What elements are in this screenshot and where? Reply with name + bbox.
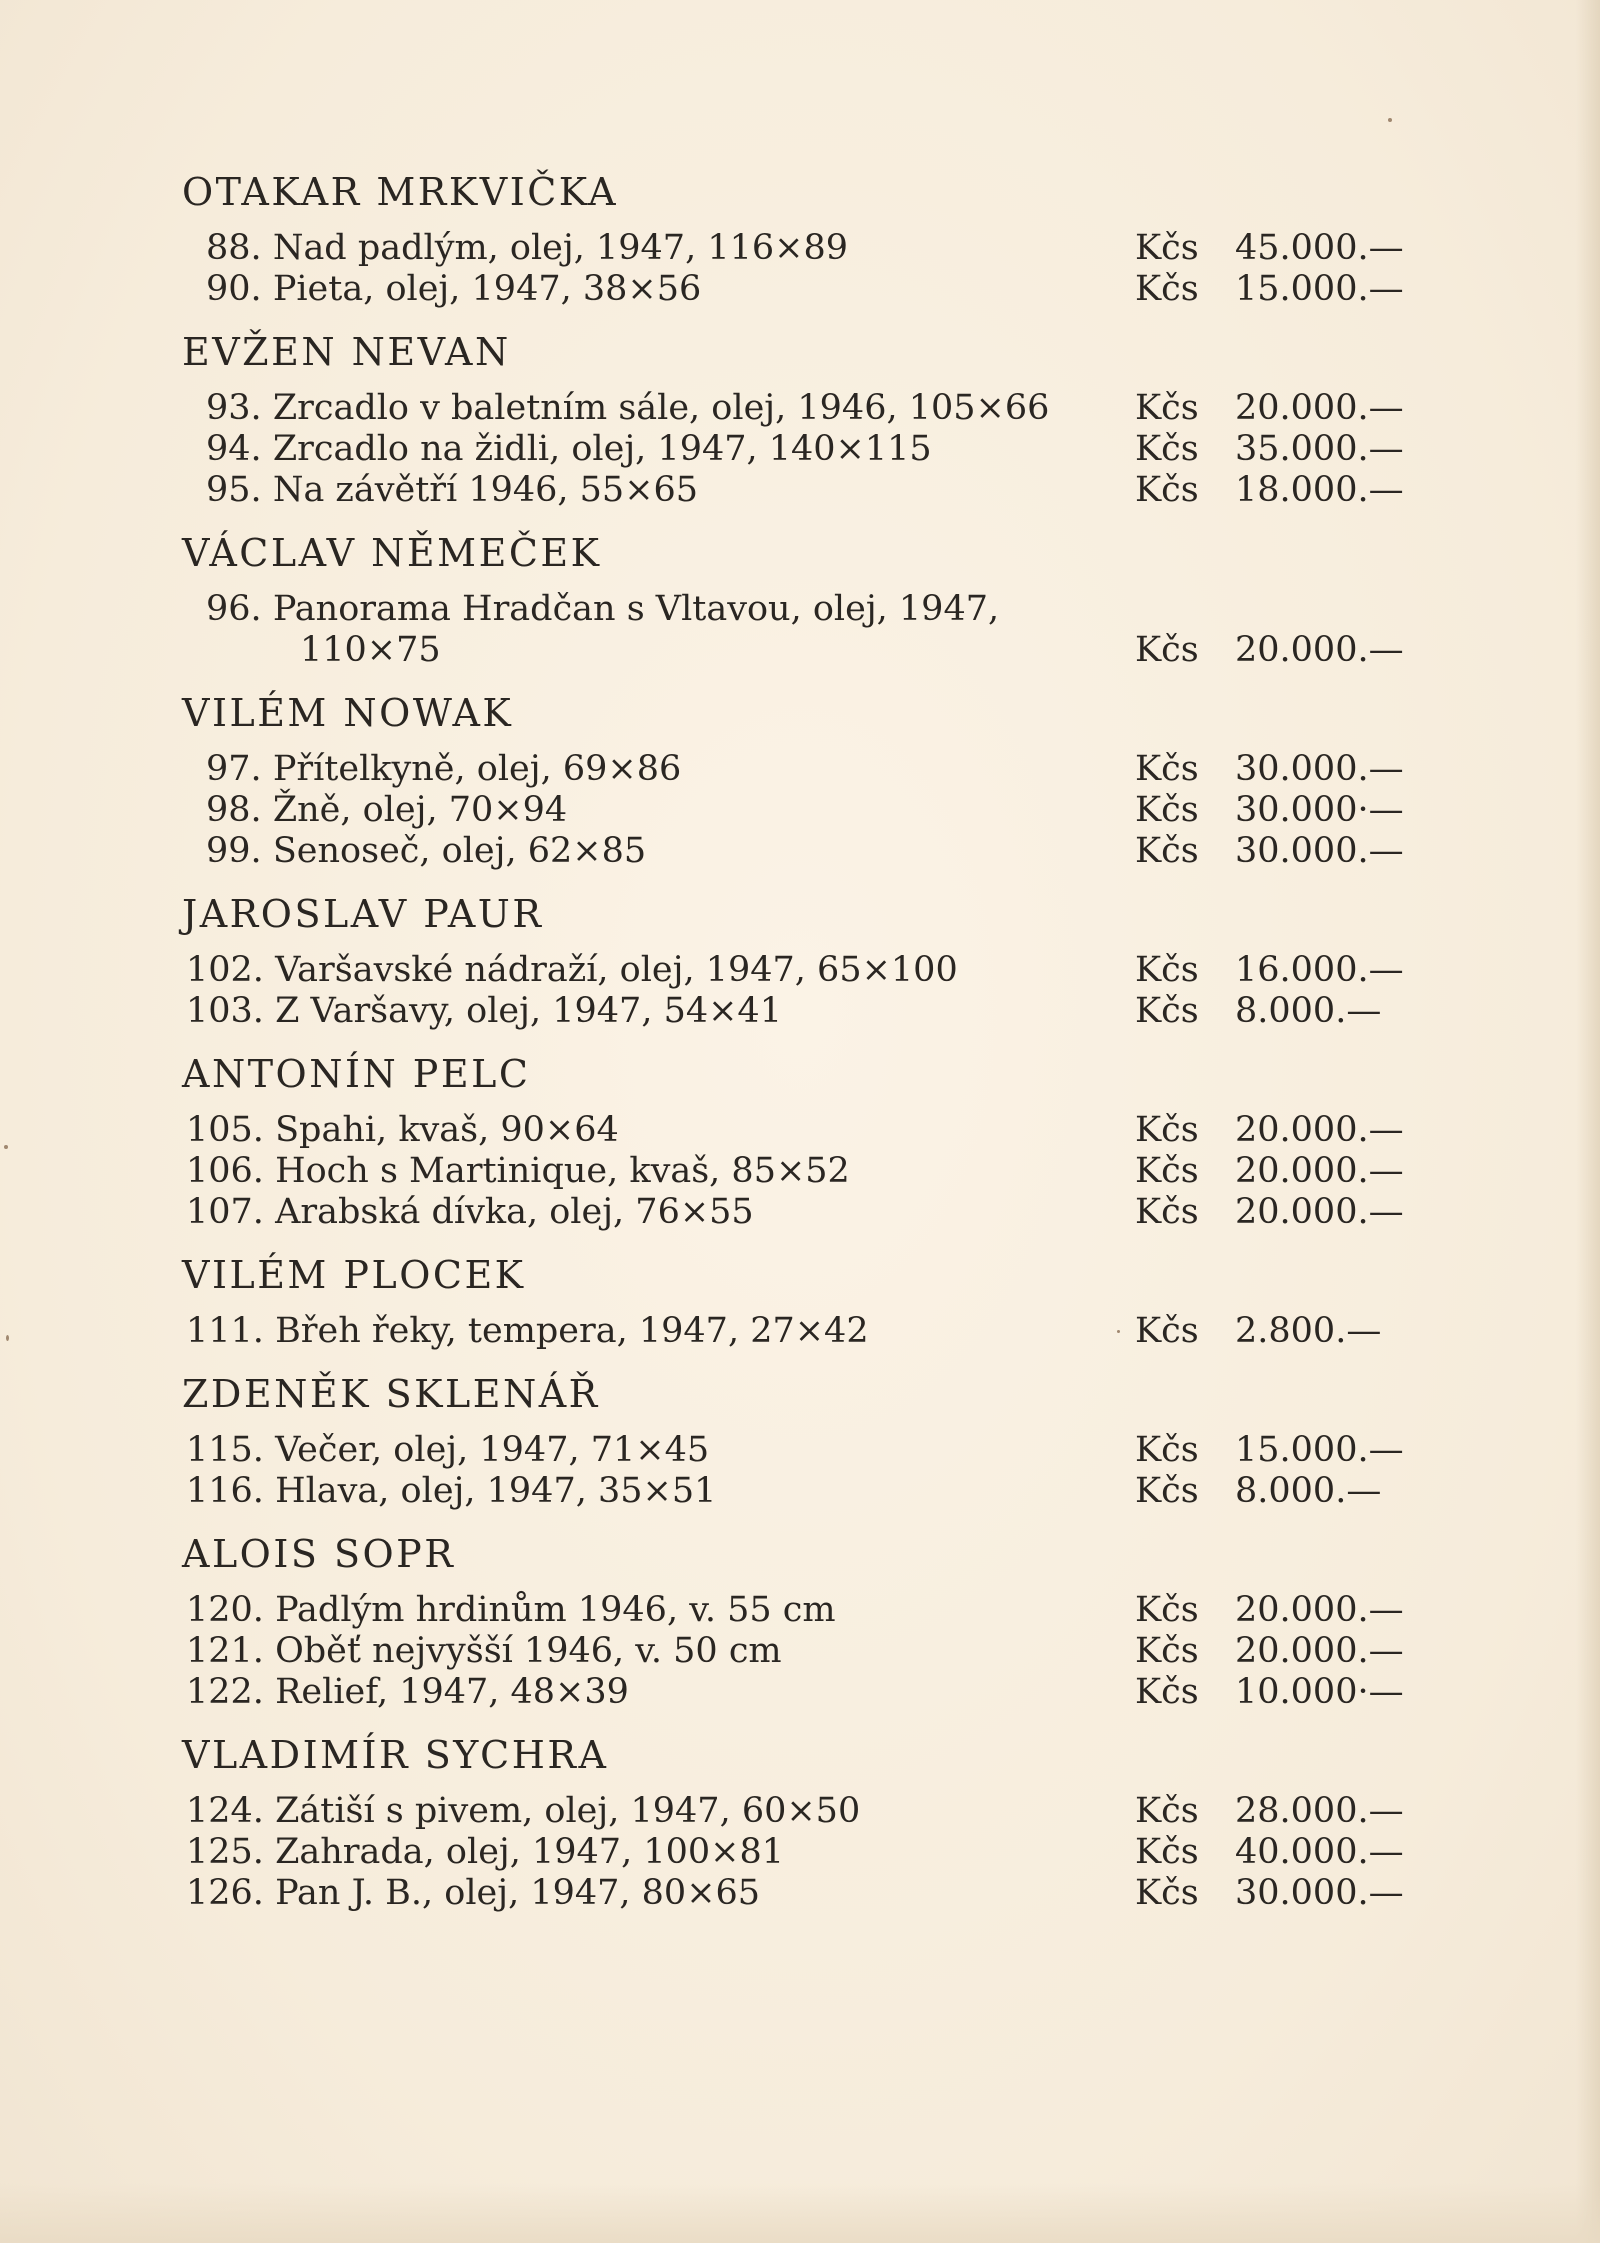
entry-title: Arabská dívka, olej, 76×55 (275, 1192, 754, 1232)
catalog-entry (180, 1471, 1410, 1512)
catalog-entry (180, 470, 1410, 511)
currency-label: Kčs (1135, 831, 1199, 871)
currency-label: Kčs (1135, 1590, 1199, 1630)
catalog-entry (180, 991, 1410, 1032)
price-value: 20.000.— (1235, 1631, 1404, 1671)
artist-section (180, 328, 1410, 511)
entry-number: 94. (206, 429, 262, 469)
entry-description (180, 1151, 1135, 1192)
entry-number: 98. (206, 790, 262, 830)
entry-number: 116. (186, 1471, 264, 1511)
catalog-entry (180, 228, 1410, 269)
catalog-entry (180, 1631, 1410, 1672)
catalog-entry (180, 589, 1410, 671)
entry-description (180, 749, 1135, 790)
artist-name: ANTONÍN PELC (182, 1052, 531, 1096)
entry-description (180, 1110, 1135, 1151)
entry-description (180, 470, 1135, 511)
currency-label: Kčs (1135, 1192, 1199, 1232)
entry-number: 122. (186, 1672, 264, 1712)
entry-description (180, 1311, 1135, 1352)
price-value: 30.000.— (1235, 831, 1404, 871)
artist-name: VILÉM PLOCEK (182, 1253, 526, 1297)
currency-label: Kčs (1135, 1791, 1199, 1831)
entry-description (180, 388, 1135, 429)
catalog-entry (180, 1791, 1410, 1832)
price-value: 8.000.— (1235, 1471, 1382, 1511)
entry-title: Panorama Hradčan s Vltavou, olej, 1947, (272, 589, 1000, 629)
price-value: 18.000.— (1235, 470, 1404, 510)
entry-description (180, 1873, 1135, 1914)
entry-title: Zahrada, olej, 1947, 100×81 (275, 1832, 784, 1872)
catalog-entry (180, 429, 1410, 470)
price-value: 15.000.— (1235, 269, 1404, 309)
catalog-entry (180, 1192, 1410, 1233)
entry-description (180, 1590, 1135, 1631)
entry-description (180, 1192, 1135, 1233)
entry-description (180, 228, 1135, 269)
artist-section (180, 1530, 1410, 1713)
currency-label: Kčs (1135, 1873, 1199, 1913)
price-value: 2.800.— (1235, 1311, 1382, 1351)
artist-section (180, 890, 1410, 1032)
entry-description (180, 589, 1135, 671)
catalog-entry (180, 1110, 1410, 1151)
currency-label: Kčs (1135, 388, 1199, 428)
entry-number: 95. (206, 470, 262, 510)
artist-section (180, 1050, 1410, 1233)
artist-section (180, 168, 1410, 310)
price-value: 35.000.— (1235, 429, 1404, 469)
currency-label: Kčs (1135, 790, 1199, 830)
catalog-entry (180, 1672, 1410, 1713)
entry-description (180, 831, 1135, 872)
price-value: 20.000.— (1235, 1590, 1404, 1630)
artist-section (180, 1731, 1410, 1914)
artist-name: VLADIMÍR SYCHRA (182, 1733, 609, 1777)
entry-title: Hlava, olej, 1947, 35×51 (275, 1471, 717, 1511)
entry-title: Padlým hrdinům 1946, v. 55 cm (275, 1590, 836, 1630)
currency-label: Kčs (1135, 630, 1199, 670)
entry-number: 115. (186, 1430, 264, 1470)
page-edge-shading (1576, 0, 1600, 2243)
entry-number: 97. (206, 749, 262, 789)
currency-label: Kčs (1135, 1672, 1199, 1712)
page-edge-shading (0, 2183, 1600, 2243)
entry-title: Večer, olej, 1947, 71×45 (275, 1430, 710, 1470)
entry-description (180, 1672, 1135, 1713)
entry-description (180, 1832, 1135, 1873)
entry-number: 103. (186, 991, 264, 1031)
price-value: 28.000.— (1235, 1791, 1404, 1831)
price-value: 30.000.— (1235, 1873, 1404, 1913)
currency-label: Kčs (1135, 749, 1199, 789)
catalog-entry (180, 1832, 1410, 1873)
entry-number: 105. (186, 1110, 264, 1150)
entry-title: Oběť nejvyšší 1946, v. 50 cm (275, 1631, 782, 1671)
artist-section (180, 1251, 1410, 1352)
currency-label: Kčs (1135, 991, 1199, 1031)
currency-label: Kčs (1135, 950, 1199, 990)
entry-number: 120. (186, 1590, 264, 1630)
entry-number: 124. (186, 1791, 264, 1831)
currency-label: Kčs (1135, 269, 1199, 309)
entry-description (180, 1791, 1135, 1832)
entry-title: Žně, olej, 70×94 (272, 790, 568, 830)
entry-title: Z Varšavy, olej, 1947, 54×41 (275, 991, 782, 1031)
catalog-entry (180, 790, 1410, 831)
catalog-entry (180, 749, 1410, 790)
artist-name: VILÉM NOWAK (182, 691, 514, 735)
price-value: 30.000·— (1235, 790, 1404, 830)
price-value: 20.000.— (1235, 1151, 1404, 1191)
price-value: 15.000.— (1235, 1430, 1404, 1470)
artist-name: ZDENĚK SKLENÁŘ (182, 1372, 600, 1416)
entry-title: Pieta, olej, 1947, 38×56 (272, 269, 702, 309)
currency-label: Kčs (1135, 228, 1199, 268)
entry-description (180, 991, 1135, 1032)
catalog-entry (180, 1151, 1410, 1192)
entry-title: Zátiší s pivem, olej, 1947, 60×50 (275, 1791, 861, 1831)
price-value: 8.000.— (1235, 991, 1382, 1031)
entry-number: 99. (206, 831, 262, 871)
entry-title: Zrcadlo v baletním sále, olej, 1946, 105×66 (272, 388, 1050, 428)
entry-title: Relief, 1947, 48×39 (275, 1672, 629, 1712)
entry-title: Břeh řeky, tempera, 1947, 27×42 (275, 1311, 869, 1351)
currency-label: Kčs (1135, 1311, 1199, 1351)
currency-label: Kčs (1135, 1471, 1199, 1511)
catalog-entry (180, 1430, 1410, 1471)
entry-number: 121. (186, 1631, 264, 1671)
entry-number: 125. (186, 1832, 264, 1872)
entry-title: Varšavské nádraží, olej, 1947, 65×100 (275, 950, 958, 990)
catalog-entry (180, 831, 1410, 872)
paper-speck (1388, 118, 1392, 122)
entry-title: Přítelkyně, olej, 69×86 (272, 749, 682, 789)
entry-title-continued: 110×75 (300, 630, 441, 670)
artist-section (180, 1370, 1410, 1512)
entry-title: Spahi, kvaš, 90×64 (275, 1110, 619, 1150)
entry-title: Senoseč, olej, 62×85 (272, 831, 647, 871)
price-list (180, 168, 1410, 1932)
artist-name: ALOIS SOPR (182, 1532, 456, 1576)
catalog-entry (180, 950, 1410, 991)
currency-label: Kčs (1135, 1151, 1199, 1191)
entry-title: Nad padlým, olej, 1947, 116×89 (272, 228, 848, 268)
price-value: 20.000.— (1235, 630, 1404, 670)
entry-title: Zrcadlo na židli, olej, 1947, 140×115 (272, 429, 932, 469)
artist-name: EVŽEN NEVAN (182, 330, 511, 374)
price-value: 20.000.— (1235, 388, 1404, 428)
entry-number: 88. (206, 228, 262, 268)
entry-description (180, 1631, 1135, 1672)
artist-section (180, 529, 1410, 671)
currency-label: Kčs (1135, 1832, 1199, 1872)
price-value: 10.000·— (1235, 1672, 1404, 1712)
currency-label: Kčs (1135, 429, 1199, 469)
entry-number: 93. (206, 388, 262, 428)
entry-description (180, 1471, 1135, 1512)
entry-description (180, 429, 1135, 470)
currency-label: Kčs (1135, 1430, 1199, 1470)
catalog-entry (180, 1590, 1410, 1631)
entry-number: 96. (206, 589, 262, 629)
entry-title: Pan J. B., olej, 1947, 80×65 (275, 1873, 761, 1913)
price-value: 40.000.— (1235, 1832, 1404, 1872)
catalog-entry (180, 1311, 1410, 1352)
price-value: 30.000.— (1235, 749, 1404, 789)
artist-name: JAROSLAV PAUR (182, 892, 544, 936)
catalog-entry (180, 1873, 1410, 1914)
currency-label: Kčs (1135, 1110, 1199, 1150)
entry-description (180, 269, 1135, 310)
price-value: 45.000.— (1235, 228, 1404, 268)
entry-description (180, 790, 1135, 831)
currency-label: Kčs (1135, 1631, 1199, 1671)
entry-number: 111. (186, 1311, 264, 1351)
entry-number: 90. (206, 269, 262, 309)
catalog-entry (180, 388, 1410, 429)
price-value: 16.000.— (1235, 950, 1404, 990)
catalog-entry (180, 269, 1410, 310)
artist-section (180, 689, 1410, 872)
currency-label: Kčs (1135, 470, 1199, 510)
artist-name: VÁCLAV NĚMEČEK (182, 531, 602, 575)
entry-title: Hoch s Martinique, kvaš, 85×52 (275, 1151, 850, 1191)
price-value: 20.000.— (1235, 1192, 1404, 1232)
entry-number: 107. (186, 1192, 264, 1232)
entry-number: 102. (186, 950, 264, 990)
entry-number: 106. (186, 1151, 264, 1191)
price-value: 20.000.— (1235, 1110, 1404, 1150)
entry-description (180, 950, 1135, 991)
paper-speck (4, 1145, 8, 1149)
paper-speck (6, 1335, 9, 1341)
entry-description (180, 1430, 1135, 1471)
artist-name: OTAKAR MRKVIČKA (182, 170, 619, 214)
entry-title: Na závětří 1946, 55×65 (272, 470, 699, 510)
entry-number: 126. (186, 1873, 264, 1913)
